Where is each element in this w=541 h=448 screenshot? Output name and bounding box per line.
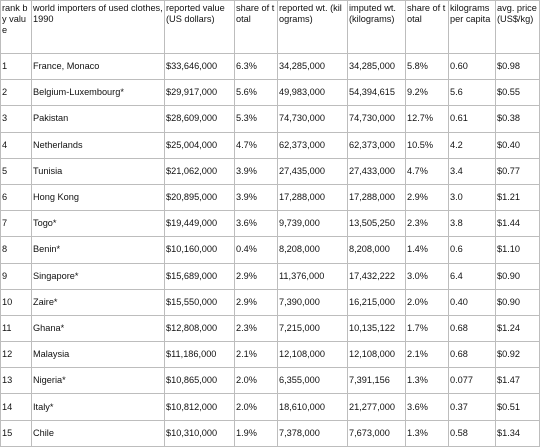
cell-country: Singapore*: [32, 263, 165, 289]
cell-reported-value: $21,062,000: [165, 158, 235, 184]
cell-imputed-weight: 10,135,122: [348, 315, 406, 341]
cell-value-share: 2.9%: [235, 289, 278, 315]
cell-value-share: 4.7%: [235, 132, 278, 158]
cell-country: France, Monaco: [32, 54, 165, 80]
cell-weight-share: 5.8%: [406, 54, 449, 80]
cell-reported-value: $29,917,000: [165, 80, 235, 106]
cell-imputed-weight: 12,108,000: [348, 342, 406, 368]
cell-value-share: 5.3%: [235, 106, 278, 132]
cell-imputed-weight: 7,673,000: [348, 420, 406, 446]
cell-reported-value: $33,646,000: [165, 54, 235, 80]
cell-kg-per-capita: 0.60: [449, 54, 496, 80]
cell-avg-price: $0.38: [496, 106, 540, 132]
cell-weight-share: 3.0%: [406, 263, 449, 289]
cell-rank: 14: [1, 394, 32, 420]
cell-reported-value: $11,186,000: [165, 342, 235, 368]
table-row: [1, 237, 540, 263]
cell-avg-price: $1.24: [496, 315, 540, 341]
cell-reported-value: $25,004,000: [165, 132, 235, 158]
header-value-share: share of total: [235, 1, 278, 54]
cell-reported-value: $10,865,000: [165, 368, 235, 394]
cell-imputed-weight: 74,730,000: [348, 106, 406, 132]
cell-country: Belgium-Luxembourg*: [32, 80, 165, 106]
cell-avg-price: $0.90: [496, 263, 540, 289]
cell-country: Hong Kong: [32, 184, 165, 210]
header-reported-weight: reported wt. (kilograms): [278, 1, 348, 54]
cell-rank: 9: [1, 263, 32, 289]
table-row: [1, 184, 540, 210]
table-row: [1, 211, 540, 237]
cell-country: Zaire*: [32, 289, 165, 315]
cell-value-share: 6.3%: [235, 54, 278, 80]
cell-avg-price: $0.51: [496, 394, 540, 420]
cell-country: Ghana*: [32, 315, 165, 341]
cell-kg-per-capita: 0.68: [449, 342, 496, 368]
cell-reported-value: $15,550,000: [165, 289, 235, 315]
cell-kg-per-capita: 3.8: [449, 211, 496, 237]
cell-weight-share: 2.1%: [406, 342, 449, 368]
cell-kg-per-capita: 0.58: [449, 420, 496, 446]
cell-avg-price: $1.34: [496, 420, 540, 446]
table-row: [1, 263, 540, 289]
cell-kg-per-capita: 0.61: [449, 106, 496, 132]
cell-kg-per-capita: 0.68: [449, 315, 496, 341]
cell-rank: 13: [1, 368, 32, 394]
cell-avg-price: $0.90: [496, 289, 540, 315]
cell-reported-value: $15,689,000: [165, 263, 235, 289]
header-importer: world importers of used clothes, 1990: [32, 1, 165, 54]
cell-reported-value: $10,812,000: [165, 394, 235, 420]
cell-avg-price: $1.10: [496, 237, 540, 263]
cell-reported-weight: 12,108,000: [278, 342, 348, 368]
cell-kg-per-capita: 4.2: [449, 132, 496, 158]
cell-country: Italy*: [32, 394, 165, 420]
cell-avg-price: $1.47: [496, 368, 540, 394]
table-row: [1, 106, 540, 132]
cell-imputed-weight: 7,391,156: [348, 368, 406, 394]
cell-weight-share: 9.2%: [406, 80, 449, 106]
cell-avg-price: $1.44: [496, 211, 540, 237]
table-body: [1, 54, 540, 447]
cell-reported-value: $20,895,000: [165, 184, 235, 210]
cell-avg-price: $1.21: [496, 184, 540, 210]
cell-value-share: 1.9%: [235, 420, 278, 446]
cell-value-share: 3.9%: [235, 158, 278, 184]
cell-imputed-weight: 17,288,000: [348, 184, 406, 210]
cell-weight-share: 1.3%: [406, 420, 449, 446]
cell-reported-weight: 11,376,000: [278, 263, 348, 289]
cell-imputed-weight: 16,215,000: [348, 289, 406, 315]
cell-imputed-weight: 21,277,000: [348, 394, 406, 420]
cell-reported-weight: 7,378,000: [278, 420, 348, 446]
header-reported-value: reported value (US dollars): [165, 1, 235, 54]
cell-avg-price: $0.55: [496, 80, 540, 106]
cell-weight-share: 12.7%: [406, 106, 449, 132]
cell-country: Malaysia: [32, 342, 165, 368]
cell-reported-weight: 18,610,000: [278, 394, 348, 420]
header-kg-per-capita: kilograms per capita: [449, 1, 496, 54]
cell-weight-share: 10.5%: [406, 132, 449, 158]
cell-value-share: 3.9%: [235, 184, 278, 210]
cell-kg-per-capita: 0.6: [449, 237, 496, 263]
cell-rank: 6: [1, 184, 32, 210]
table-row: [1, 342, 540, 368]
cell-value-share: 2.0%: [235, 394, 278, 420]
cell-country: Nigeria*: [32, 368, 165, 394]
cell-country: Chile: [32, 420, 165, 446]
header-imputed-weight: imputed wt. (kilograms): [348, 1, 406, 54]
cell-rank: 15: [1, 420, 32, 446]
cell-reported-weight: 9,739,000: [278, 211, 348, 237]
cell-avg-price: $0.77: [496, 158, 540, 184]
cell-reported-value: $12,808,000: [165, 315, 235, 341]
cell-kg-per-capita: 5.6: [449, 80, 496, 106]
cell-kg-per-capita: 0.40: [449, 289, 496, 315]
table-row: [1, 420, 540, 446]
cell-value-share: 2.3%: [235, 315, 278, 341]
cell-weight-share: 1.4%: [406, 237, 449, 263]
cell-rank: 2: [1, 80, 32, 106]
table-row: [1, 315, 540, 341]
cell-country: Pakistan: [32, 106, 165, 132]
cell-imputed-weight: 13,505,250: [348, 211, 406, 237]
cell-weight-share: 3.6%: [406, 394, 449, 420]
cell-rank: 3: [1, 106, 32, 132]
cell-imputed-weight: 54,394,615: [348, 80, 406, 106]
cell-rank: 1: [1, 54, 32, 80]
cell-country: Benin*: [32, 237, 165, 263]
cell-imputed-weight: 27,433,000: [348, 158, 406, 184]
cell-rank: 7: [1, 211, 32, 237]
table-row: [1, 54, 540, 80]
cell-country: Togo*: [32, 211, 165, 237]
cell-imputed-weight: 34,285,000: [348, 54, 406, 80]
cell-rank: 8: [1, 237, 32, 263]
table-header: [1, 1, 540, 54]
table-row: [1, 289, 540, 315]
cell-value-share: 0.4%: [235, 237, 278, 263]
cell-imputed-weight: 17,432,222: [348, 263, 406, 289]
table-row: [1, 394, 540, 420]
cell-reported-value: $10,310,000: [165, 420, 235, 446]
table-row: [1, 368, 540, 394]
cell-rank: 10: [1, 289, 32, 315]
cell-kg-per-capita: 3.0: [449, 184, 496, 210]
cell-reported-weight: 27,435,000: [278, 158, 348, 184]
cell-rank: 11: [1, 315, 32, 341]
header-row: [1, 1, 540, 54]
cell-weight-share: 2.3%: [406, 211, 449, 237]
cell-reported-value: $10,160,000: [165, 237, 235, 263]
cell-reported-value: $28,609,000: [165, 106, 235, 132]
cell-reported-weight: 17,288,000: [278, 184, 348, 210]
cell-rank: 12: [1, 342, 32, 368]
cell-value-share: 2.1%: [235, 342, 278, 368]
cell-value-share: 3.6%: [235, 211, 278, 237]
table-row: [1, 80, 540, 106]
cell-avg-price: $0.98: [496, 54, 540, 80]
cell-imputed-weight: 62,373,000: [348, 132, 406, 158]
cell-reported-weight: 6,355,000: [278, 368, 348, 394]
table-row: [1, 158, 540, 184]
cell-reported-weight: 49,983,000: [278, 80, 348, 106]
cell-country: Tunisia: [32, 158, 165, 184]
cell-country: Netherlands: [32, 132, 165, 158]
cell-weight-share: 1.3%: [406, 368, 449, 394]
header-weight-share: share of total: [406, 1, 449, 54]
cell-value-share: 2.9%: [235, 263, 278, 289]
cell-weight-share: 2.9%: [406, 184, 449, 210]
header-rank: rank by value: [1, 1, 32, 54]
cell-avg-price: $0.40: [496, 132, 540, 158]
cell-reported-weight: 8,208,000: [278, 237, 348, 263]
cell-rank: 4: [1, 132, 32, 158]
table-row: [1, 132, 540, 158]
cell-weight-share: 2.0%: [406, 289, 449, 315]
cell-reported-weight: 62,373,000: [278, 132, 348, 158]
cell-reported-weight: 74,730,000: [278, 106, 348, 132]
cell-value-share: 5.6%: [235, 80, 278, 106]
cell-value-share: 2.0%: [235, 368, 278, 394]
header-avg-price: avg. price (US$/kg): [496, 1, 540, 54]
cell-kg-per-capita: 3.4: [449, 158, 496, 184]
cell-reported-weight: 34,285,000: [278, 54, 348, 80]
cell-imputed-weight: 8,208,000: [348, 237, 406, 263]
cell-reported-weight: 7,390,000: [278, 289, 348, 315]
cell-reported-weight: 7,215,000: [278, 315, 348, 341]
cell-kg-per-capita: 0.37: [449, 394, 496, 420]
cell-kg-per-capita: 0.077: [449, 368, 496, 394]
cell-avg-price: $0.92: [496, 342, 540, 368]
cell-kg-per-capita: 6.4: [449, 263, 496, 289]
cell-weight-share: 1.7%: [406, 315, 449, 341]
cell-weight-share: 4.7%: [406, 158, 449, 184]
cell-reported-value: $19,449,000: [165, 211, 235, 237]
cell-rank: 5: [1, 158, 32, 184]
